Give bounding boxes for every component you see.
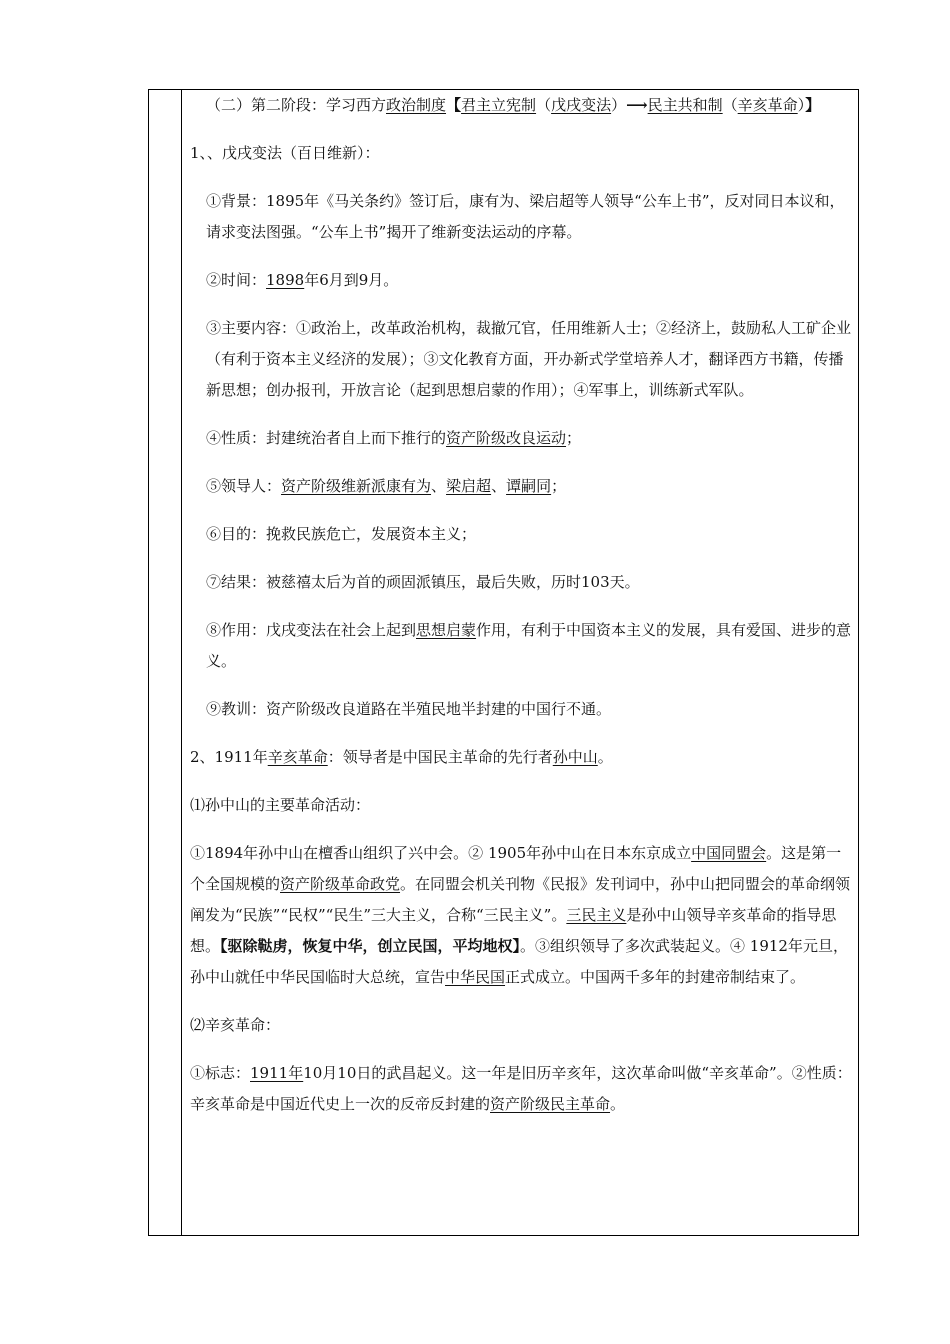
bracket-close: 】 xyxy=(805,96,821,114)
term-tan-sitong: 谭嗣同 xyxy=(506,477,552,495)
time-label: ②时间： xyxy=(206,271,267,289)
stage-two-heading xyxy=(190,90,852,121)
term-xinhai-revolution: 辛亥革命 xyxy=(737,96,798,114)
leader-end: ； xyxy=(551,477,567,495)
wuxu-leaders xyxy=(190,471,852,502)
xh-label: ①标志： xyxy=(190,1064,251,1082)
time-rest: 年6月到9月。 xyxy=(304,271,399,289)
term-republic-of-china: 中华民国 xyxy=(445,968,506,986)
wuxu-lesson: ⑨教训：资产阶级改良道路在半殖民地半封建的中国行不通。 xyxy=(206,700,612,718)
wuxu-nature xyxy=(190,423,852,454)
effect-label: ⑧作用：戊戌变法在社会上起到 xyxy=(206,621,417,639)
xh-mid: 10月10日的武昌起义。这一年是旧历辛亥年，这次革命叫做“辛亥革命”。②性质：辛亥革命是中国近代史上一次的反帝反封建的 xyxy=(190,1064,852,1113)
term-three-principles: 三民主义 xyxy=(566,906,627,924)
term-bourgeois-party: 资产阶级革命政党 xyxy=(280,875,401,893)
paren-close: ） xyxy=(611,96,627,114)
wuxu-result: ⑦结果：被慈禧太后为首的顽固派镇压，最后失败，历时103天。 xyxy=(206,573,640,591)
rev-mid: ：领导者是中国民主革命的先行者 xyxy=(327,748,553,766)
wuxu-content: ③主要内容：①政治上，改革政治机构，裁撤冗官，任用维新人士；②经济上，鼓励私人工矿企业（有利于资本主义经济的发展）；③文化教育方面，开办新式学堂培养人才，翻译西方书籍，传播新思想；创办报刊，开放言论（起到思想启蒙的作用）；④军事上，训练新式军队。 xyxy=(206,319,852,399)
sun-part-a: ①1894年孙中山在檀香山组织了兴中会。② 1905年孙中山在日本东京成立 xyxy=(190,844,692,862)
content-cell xyxy=(190,90,852,1120)
sun-part-i: 。③组织领导了多次武装起义。④ 1912年元旦，孙中山就任中华民国临时大总统，宣告 xyxy=(190,937,848,986)
sun-slogan: 【驱除鞑虏，恢复中华，创立民国，平均地权】 xyxy=(220,937,521,955)
effect-rest: 作用，有利于中国资本主义的发展，具有爱国、进步的意义。 xyxy=(206,621,852,670)
term-wuxu-reform: 戊戌变法 xyxy=(551,96,612,114)
xinhai-details xyxy=(190,1058,852,1120)
term-enlightenment: 思想启蒙 xyxy=(416,621,477,639)
term-bourgeois-reform: 资产阶级改良运动 xyxy=(446,429,567,447)
paren-open-2: （ xyxy=(722,96,738,114)
stage-two-intro: （二）第二阶段：学习西方 xyxy=(206,96,387,114)
wuxu-time xyxy=(190,265,852,296)
sun-activities xyxy=(190,838,852,993)
term-sun-yatsen: 孙中山 xyxy=(552,748,598,766)
term-bourgeois-democratic-revolution: 资产阶级民主革命 xyxy=(490,1095,611,1113)
sun-part-e: 。在同盟会机关刊物《民报》发刊词中，孙中山把同盟会的革命纲领阐发为“民族”“民权”“民生”三大主义，合称“三民主义”。 xyxy=(190,875,851,924)
leader-label: ⑤领导人： xyxy=(206,477,282,495)
wuxu-heading: 1、、戊戌变法（百日维新）： xyxy=(190,144,380,162)
sun-activities-title: ⑴孙中山的主要革命活动： xyxy=(190,796,371,814)
wuxu-goal: ⑥目的：挽救民族危亡，发展资本主义； xyxy=(206,525,477,543)
sun-part-g: 是孙中山领导辛亥革命的指导思想。 xyxy=(190,906,837,955)
term-political-system: 政治制度 xyxy=(386,96,447,114)
term-democratic-republic: 民主共和制 xyxy=(647,96,723,114)
term-constitutional-monarchy: 君主立宪制 xyxy=(461,96,537,114)
wuxu-effect xyxy=(190,615,852,677)
xh-end: 。 xyxy=(610,1095,626,1113)
year-1898: 1898 xyxy=(266,271,305,289)
nature-end: ； xyxy=(566,429,582,447)
term-liang-qichao: 梁启超 xyxy=(446,477,492,495)
rev-intro: 2、1911年 xyxy=(190,748,268,766)
term-tongmenghui: 中国同盟会 xyxy=(691,844,767,862)
year-1911: 1911年 xyxy=(250,1064,304,1082)
term-xinhai: 辛亥革命 xyxy=(267,748,328,766)
wuxu-background: ①背景：1895年《马关条约》签订后，康有为、梁启超等人领导“公车上书”，反对同日本议和，请求变法图强。“公车上书”揭开了维新变法运动的序幕。 xyxy=(206,192,845,241)
leader-sep-2: 、 xyxy=(491,477,507,495)
sun-part-c: 。这是第一个全国规模的 xyxy=(190,844,842,893)
sun-part-k: 正式成立。中国两千多年的封建帝制结束了。 xyxy=(505,968,806,986)
xinhai-heading xyxy=(190,742,852,773)
leader-sep-1: 、 xyxy=(431,477,447,495)
bracket-open: 【 xyxy=(446,96,462,114)
right-arrow-icon: ⟶ xyxy=(626,96,648,114)
paren-open: （ xyxy=(536,96,552,114)
xinhai-title: ⑵辛亥革命： xyxy=(190,1016,281,1034)
table-left-column-divider xyxy=(181,89,182,1236)
rev-end: 。 xyxy=(597,748,613,766)
paren-close-2: ） xyxy=(797,96,806,114)
nature-label: ④性质：封建统治者自上而下推行的 xyxy=(206,429,447,447)
term-kang-youwei: 资产阶级维新派康有为 xyxy=(281,477,432,495)
